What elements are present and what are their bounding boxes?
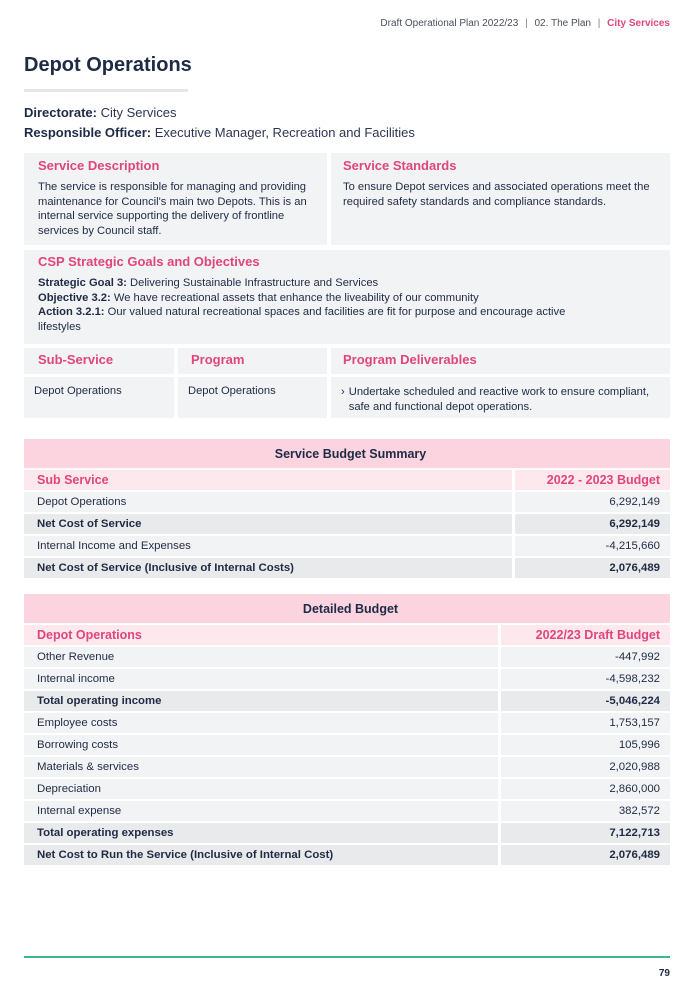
officer-value: Executive Manager, Recreation and Facilities — [154, 125, 415, 140]
row-label: Net Cost to Run the Service (Inclusive of Internal Cost) — [24, 845, 498, 865]
detailed-budget-table — [24, 592, 670, 867]
directorate-value: City Services — [100, 105, 177, 120]
program-header: Program — [191, 352, 245, 367]
csp-title: CSP Strategic Goals and Objectives — [38, 254, 260, 269]
page-number: 79 — [658, 968, 670, 979]
deliverable-text: Undertake scheduled and reactive work to ensure compliant, safe and functional depot operations. — [348, 386, 650, 413]
csp-action-line — [38, 305, 580, 334]
row-label: Total operating expenses — [24, 823, 498, 843]
header-section: 02. The Plan — [534, 18, 591, 29]
csp-objective-line — [38, 291, 580, 306]
row-value: -4,215,660 — [512, 536, 670, 556]
table-row — [24, 669, 670, 689]
row-value: 2,860,000 — [498, 779, 670, 799]
csp-action-label: Action 3.2.1: — [38, 306, 105, 318]
row-value: -5,046,224 — [498, 691, 670, 711]
column-header: Sub Service — [24, 470, 512, 490]
row-label: Borrowing costs — [24, 735, 498, 755]
service-standards-panel — [331, 153, 670, 245]
header-doc-title: Draft Operational Plan 2022/23 — [380, 18, 519, 29]
running-header — [380, 18, 670, 29]
table-row — [24, 757, 670, 777]
page-title: Depot Operations — [24, 54, 192, 76]
row-value: 2,020,988 — [498, 757, 670, 777]
sub-service-cell — [24, 377, 174, 418]
row-label: Total operating income — [24, 691, 498, 711]
row-label: Materials & services — [24, 757, 498, 777]
table-row — [24, 536, 670, 556]
row-value: -4,598,232 — [498, 669, 670, 689]
service-description-text: The service is responsible for managing and providing maintenance for Council's main two Depots. This is an internal service supporting the delivery of frontline services by Council staff. — [38, 181, 307, 237]
header-separator: | — [525, 18, 528, 29]
service-budget-summary-caption: Service Budget Summary — [24, 439, 670, 468]
row-value: 6,292,149 — [512, 492, 670, 512]
deliverable-item — [341, 385, 656, 414]
table-row — [24, 801, 670, 821]
deliverables-header-cell — [331, 348, 670, 374]
footer-rule — [24, 956, 670, 958]
row-label: Net Cost of Service (Inclusive of Internal Costs) — [24, 558, 512, 578]
table-row — [24, 514, 670, 534]
program-value: Depot Operations — [188, 385, 276, 397]
row-label: Depreciation — [24, 779, 498, 799]
sub-service-header-cell — [24, 348, 174, 374]
table-row — [24, 691, 670, 711]
csp-action-text: Our valued natural recreational spaces and facilities are fit for purpose and encourage active lifestyles — [38, 306, 566, 333]
program-header-cell — [178, 348, 327, 374]
row-label: Internal Income and Expenses — [24, 536, 512, 556]
header-current-section: City Services — [607, 18, 670, 29]
row-label: Internal expense — [24, 801, 498, 821]
table-header-row — [24, 470, 670, 490]
service-description-panel — [24, 153, 327, 245]
table-row — [24, 713, 670, 733]
row-value: 1,753,157 — [498, 713, 670, 733]
row-value: 7,122,713 — [498, 823, 670, 843]
row-value: 105,996 — [498, 735, 670, 755]
csp-objective-label: Objective 3.2: — [38, 291, 111, 304]
csp-goals-panel — [24, 250, 670, 344]
officer-label: Responsible Officer: — [24, 125, 152, 140]
column-header: Depot Operations — [24, 625, 498, 645]
row-value: 382,572 — [498, 801, 670, 821]
sub-service-value: Depot Operations — [34, 385, 122, 397]
service-description-title: Service Description — [38, 158, 160, 173]
row-value: 2,076,489 — [512, 558, 670, 578]
row-value: -447,992 — [498, 647, 670, 667]
table-row — [24, 735, 670, 755]
header-separator: | — [597, 18, 601, 29]
service-standards-text: To ensure Depot services and associated operations meet the required safety standards and compliance standards. — [343, 181, 650, 208]
row-value: 2,076,489 — [498, 845, 670, 865]
column-header: 2022/23 Draft Budget — [498, 625, 670, 645]
row-label: Employee costs — [24, 713, 498, 733]
service-standards-title: Service Standards — [343, 158, 457, 173]
csp-goal-text: Delivering Sustainable Infrastructure and Services — [130, 277, 379, 289]
table-caption-row — [24, 439, 670, 468]
table-row — [24, 647, 670, 667]
table-row — [24, 779, 670, 799]
row-label: Depot Operations — [24, 492, 512, 512]
csp-goal-label: Strategic Goal 3: — [38, 277, 127, 289]
directorate-label: Directorate: — [24, 105, 97, 120]
detailed-budget-caption: Detailed Budget — [24, 594, 670, 623]
row-label: Other Revenue — [24, 647, 498, 667]
column-header: 2022 - 2023 Budget — [512, 470, 670, 490]
program-cell — [178, 377, 327, 418]
chevron-right-icon: › — [341, 386, 345, 398]
deliverables-cell — [331, 377, 670, 418]
title-underline — [24, 89, 188, 92]
row-label: Net Cost of Service — [24, 514, 512, 534]
table-row — [24, 845, 670, 865]
table-header-row — [24, 625, 670, 645]
csp-goal-line — [38, 276, 580, 291]
table-row — [24, 558, 670, 578]
sub-service-header: Sub-Service — [38, 352, 114, 367]
table-row — [24, 823, 670, 843]
directorate-line — [24, 105, 176, 120]
row-label: Internal income — [24, 669, 498, 689]
officer-line — [24, 125, 415, 140]
row-value: 6,292,149 — [512, 514, 670, 534]
service-budget-summary-table — [24, 437, 670, 580]
deliverables-header: Program Deliverables — [343, 352, 477, 367]
csp-objective-text: We have recreational assets that enhance the liveability of our community — [113, 291, 479, 304]
table-row — [24, 492, 670, 512]
table-caption-row — [24, 594, 670, 623]
